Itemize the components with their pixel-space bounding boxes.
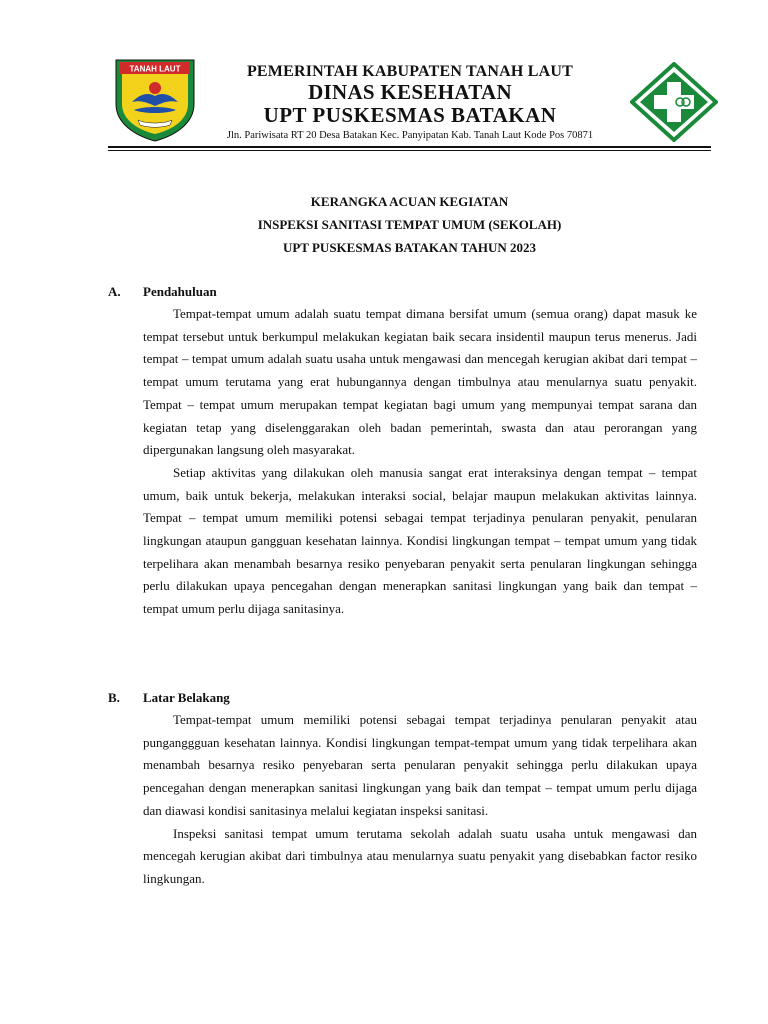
section-title: Latar Belakang	[143, 690, 230, 705]
tanah-laut-emblem-icon	[108, 58, 202, 142]
section-title: Pendahuluan	[143, 284, 217, 299]
section-latar-belakang	[108, 687, 697, 891]
document-title	[108, 190, 711, 259]
agency-name: DINAS KESEHATAN	[308, 80, 512, 104]
paragraph: Tempat-tempat umum adalah suatu tempat dimana bersifat umum (semua orang) dapat masuk ke tempat tersebut untuk berkumpul melakukan kegiatan baik secara insidentil maupun terus menerus. Jadi tempat – tempat umum adalah suatu usaha untuk mengawasi dan mencegah kerugian akibat dari tempat – tempat umum terutama yang erat hubungannya dengan timbulnya atau menularnya suatu penyakit. Tempat – tempat umum merupakan tempat kegiatan bagi umum yang mempunyai tempat sarana dan kegiatan tetap yang diselenggarakan oleh badan pemerintah, swasta dan atau perorangan yang dipergunakan langsung oleh masyarakat.	[143, 306, 697, 458]
section-heading	[108, 687, 697, 709]
letterhead	[0, 0, 768, 150]
government-name: PEMERINTAH KABUPATEN TANAH LAUT	[246, 63, 574, 80]
title-line-2: INSPEKSI SANITASI TEMPAT UMUM (SEKOLAH)	[257, 217, 562, 232]
letterhead-rule	[108, 146, 711, 148]
paragraph: Setiap aktivitas yang dilakukan oleh manusia sangat erat interaksinya dengan tempat – tempat umum, baik untuk bekerja, melakukan interaksi social, belajar maupun melakukan aktivitas lainnya. Tempat – tempat umum memiliki potensi sebagai tempat terjadinya penularan penyakit, penularan lingkungan ataupun gangguan kesehatan lainnya. Kondisi lingkungan tempat – tempat umum yang tidak terpelihara akan menambah besarnya resiko penyebaran penyakit serta penularan lingkungan sehingga perlu dilakukan upaya pencegahan dengan menerapkan sanitasi lingkungan yang baik dan tempat – tempat umum perlu dijaga sanitasinya.	[143, 464, 697, 617]
section-letter: A.	[108, 284, 121, 299]
letterhead-text	[200, 62, 620, 144]
address: Jln. Pariwisata RT 20 Desa Batakan Kec. Panyipatan Kab. Tanah Laut Kode Pos 70871	[226, 130, 594, 141]
section-pendahuluan	[108, 281, 697, 621]
title-line-1: KERANGKA ACUAN KEGIATAN	[310, 194, 509, 209]
section-heading	[108, 281, 697, 303]
title-line-3: UPT PUSKESMAS BATAKAN TAHUN 2023	[282, 240, 537, 255]
unit-name: UPT PUSKESMAS BATAKAN	[263, 103, 557, 127]
puskesmas-logo-icon	[630, 62, 718, 142]
paragraph: Tempat-tempat umum memiliki potensi sebagai tempat terjadinya penularan penyakit atau punganggguan kesehatan lainnya. Kondisi lingkungan tempat-tempat umum yang tidak terpelihara akan menambah besarnya resiko penyebaran serta penularan penyakit sehingga perlu dilakukan upaya pencegahan dengan menerapkan sanitasi lingkungan yang baik dan tempat – tempat umum perlu dijaga dan diawasi kondisi sanitasinya melalui kegiatan inspeksi sanitasi.	[143, 712, 697, 818]
paragraph: Inspeksi sanitasi tempat umum terutama sekolah adalah suatu usaha untuk mengawasi dan mencegah kerugian akibat dari timbulnya atau menularnya suatu penyakit yang disebabkan factor resiko lingkungan.	[143, 825, 697, 886]
letterhead-rule-thin	[108, 150, 711, 151]
section-letter: B.	[108, 690, 120, 705]
emblem-label: TANAH LAUT	[129, 64, 181, 74]
